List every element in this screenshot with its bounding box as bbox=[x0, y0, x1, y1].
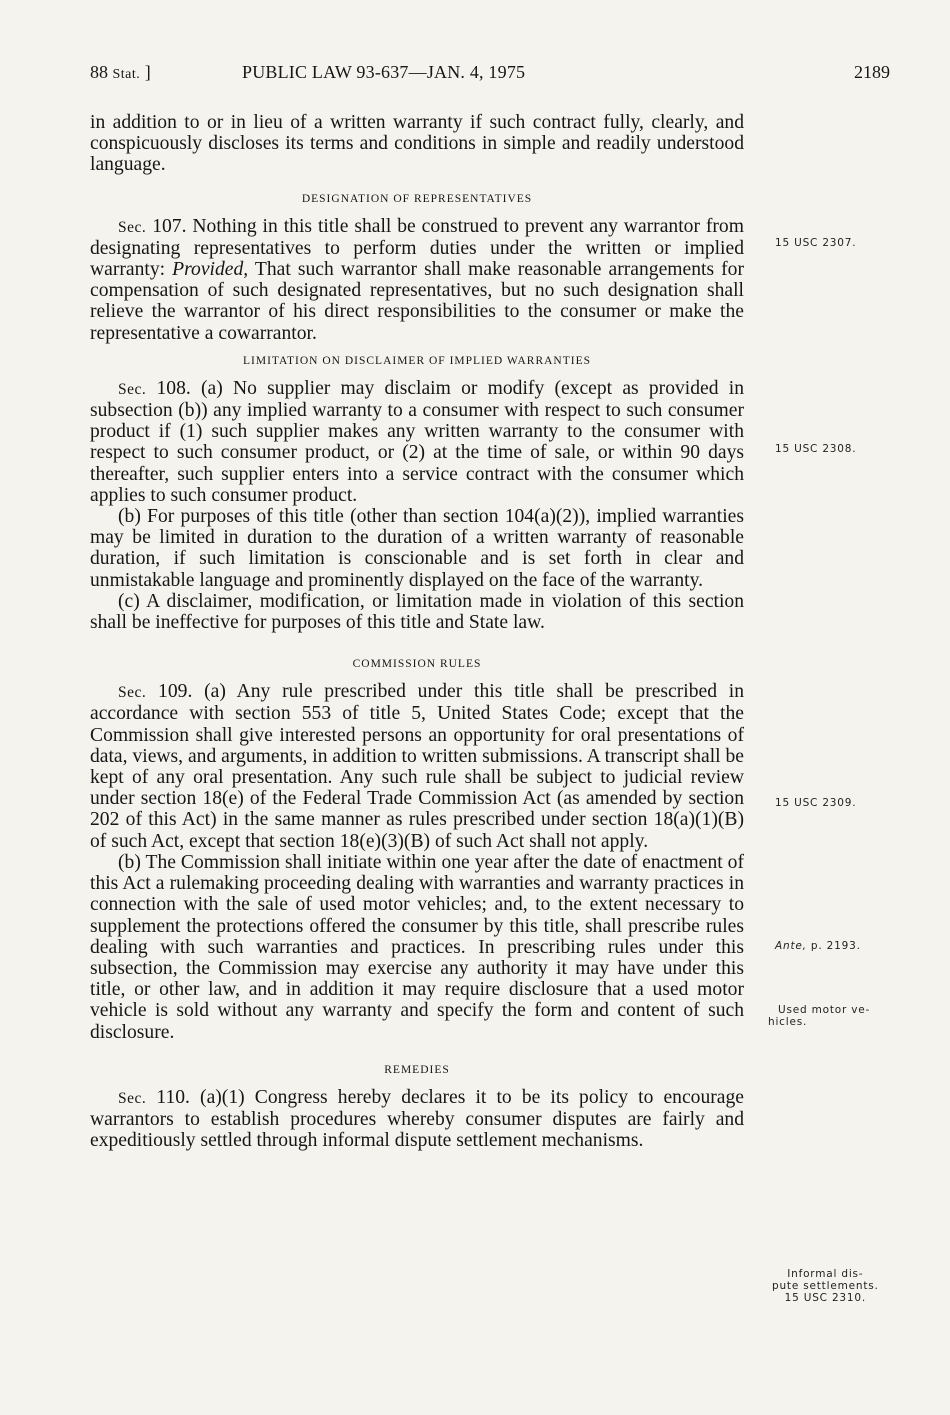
section-109b-paragraph: (b) The Commission shall initiate within one year after the date of enactment of this Act a rulemaking proceeding dealing with warranties and warranty practices in connection with the sale of used motor vehicles; and, to the extent necessary to supplement the protections offered the consumer by this title, shall prescribe rules dealing with such warranties and practices. In prescribing rules under this subsection, the Commission may exercise any authority it may have under this title, or other law, and in addition it may require disclosure that a used motor vehicle is sold without any warranty and specify the form and content of such disclosure. bbox=[90, 851, 744, 1043]
margin-note-used-vehicles bbox=[768, 1004, 870, 1028]
section-heading-108: LIMITATION ON DISCLAIMER OF IMPLIED WARRANTIES bbox=[242, 354, 591, 367]
stat-label: Stat. bbox=[112, 67, 141, 82]
section-label: Sec. bbox=[118, 218, 147, 236]
section-text: (a) Any rule prescribed under this title shall be prescribed in accordance with section 553 of title 5, United States Code; except that the Commission shall give interested persons an opportunity for oral presentations of data, views, and arguments, in addition to written submissions. A transcript shall be kept of any oral presentation. Any such rule shall be subject to judicial review under section 18(e) of the Federal Trade Commission Act (as amended by section 202 of this Act) in the same manner as rules prescribed under section 18(a)(1)(B) of such Act, except that section 18(e)(3)(B) of such Act shall not apply. bbox=[90, 681, 745, 852]
page-number: 2189 bbox=[854, 62, 890, 82]
margin-line: hicles. bbox=[768, 1016, 808, 1028]
margin-line: Used motor ve- bbox=[778, 1004, 871, 1016]
section-heading-107: DESIGNATION OF REPRESENTATIVES bbox=[301, 192, 533, 205]
running-header bbox=[90, 62, 890, 86]
margin-line: 15 USC 2310. bbox=[784, 1292, 867, 1304]
margin-note-informal-disputes bbox=[772, 1268, 879, 1304]
margin-line: pute settlements. bbox=[772, 1280, 879, 1292]
section-label: Sec. bbox=[118, 684, 147, 702]
section-108b-paragraph: (b) For purposes of this title (other than section 104(a)(2)), implied warranties may be limited in duration to the duration of a written warranty of reasonable duration, if such limitation is conscionable and is set forth in clear and unmistakable language and prominently displayed on the face of the warranty. bbox=[90, 506, 744, 591]
section-label: Sec. bbox=[118, 380, 147, 398]
section-heading-110: REMEDIES bbox=[384, 1063, 450, 1076]
section-108a-paragraph bbox=[90, 378, 744, 506]
margin-note-2307: 15 USC 2307. bbox=[775, 237, 857, 249]
section-number: 107. bbox=[152, 215, 187, 237]
section-label: Sec. bbox=[118, 1089, 147, 1107]
document-body bbox=[90, 112, 744, 1151]
header-title: PUBLIC LAW 93-637—JAN. 4, 1975 bbox=[242, 62, 526, 82]
section-number: 109. bbox=[158, 681, 193, 703]
section-text: That such warrantor shall make reasonable arrangements for compensation of such designated representatives, but no such designation shall relieve the warrantor of his direct responsibilities to the consumer or make the representative a cowarrantor. bbox=[90, 259, 744, 344]
section-109a-paragraph bbox=[90, 681, 744, 852]
section-heading-109: COMMISSION RULES bbox=[352, 658, 482, 671]
margin-line: Informal dis- bbox=[787, 1268, 864, 1280]
stat-volume: 88 bbox=[90, 62, 108, 82]
section-text: (a) No supplier may disclaim or modify (except as provided in subsection (b)) any implied warranty to a consumer with respect to such consumer product if (1) such supplier makes any written warranty to the consumer with respect to such consumer product, or (2) at the time of sale, or within 90 days thereafter, such supplier enters into a service contract with the consumer which applies to such consumer product. bbox=[90, 377, 744, 506]
section-number: 110. bbox=[156, 1086, 190, 1108]
section-text: (a)(1) Congress hereby declares it to be its policy to encourage warrantors to establish procedures whereby consumer disputes are fairly and expeditiously settled through informal dispute settlement mechanisms. bbox=[90, 1086, 744, 1152]
section-108c-paragraph: (c) A disclaimer, modification, or limitation made in violation of this section shall be ineffective for purposes of this title and State law. bbox=[90, 590, 744, 634]
section-number: 108. bbox=[156, 377, 191, 399]
ante-page: p. 2193. bbox=[810, 940, 861, 952]
section-110a-paragraph bbox=[90, 1087, 744, 1152]
stat-reference bbox=[90, 62, 151, 83]
section-107-paragraph bbox=[90, 216, 744, 344]
margin-note-2309: 15 USC 2309. bbox=[775, 797, 857, 809]
section-text: Nothing in this title shall be construed to prevent any warrantor from designating representatives to perform duties under the written or implied warranty: bbox=[90, 215, 744, 281]
stat-bracket: ] bbox=[144, 62, 151, 82]
margin-note-ante bbox=[775, 940, 861, 952]
provided-term: Provided, bbox=[172, 259, 249, 281]
margin-note-2308: 15 USC 2308. bbox=[775, 443, 857, 455]
ante-label: Ante, bbox=[775, 940, 807, 952]
intro-paragraph: in addition to or in lieu of a written warranty if such contract fully, clearly, and conspicuously discloses its terms and conditions in simple and readily understood language. bbox=[90, 112, 744, 176]
